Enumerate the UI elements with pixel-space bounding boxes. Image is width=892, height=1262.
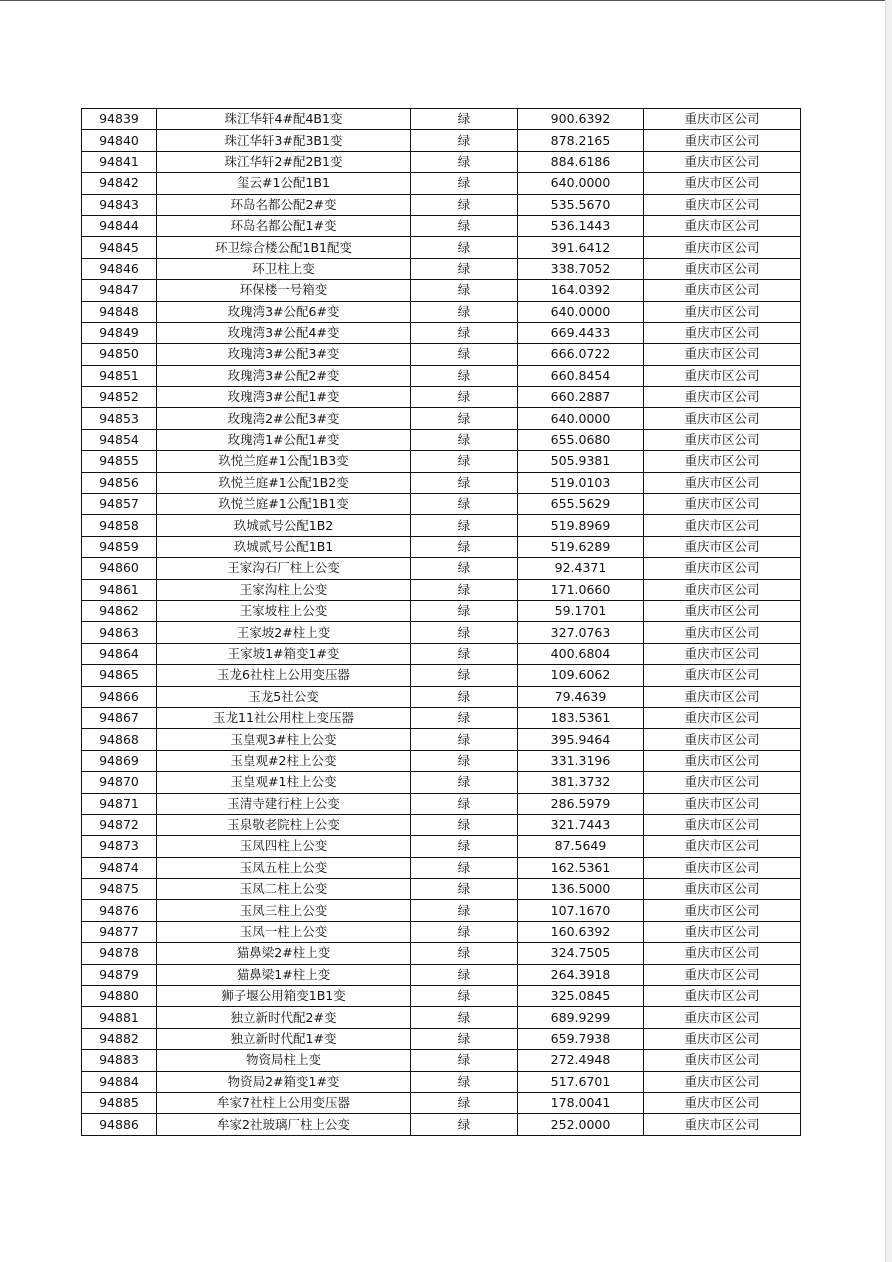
value-cell: 286.5979 (518, 793, 644, 814)
table-row (82, 921, 801, 942)
row-id-cell: 94863 (82, 622, 157, 643)
status-cell: 绿 (411, 1071, 518, 1092)
table-row (82, 943, 801, 964)
transformer-name-cell: 珠江华轩4#配4B1变 (157, 109, 411, 130)
status-cell: 绿 (411, 280, 518, 301)
status-cell: 绿 (411, 194, 518, 215)
row-id-cell: 94875 (82, 879, 157, 900)
table-row (82, 1050, 801, 1071)
table-row (82, 536, 801, 557)
table-row (82, 558, 801, 579)
transformer-name-cell: 玉龙6社柱上公用变压器 (157, 665, 411, 686)
company-cell: 重庆市区公司 (644, 1028, 801, 1049)
company-cell: 重庆市区公司 (644, 194, 801, 215)
table-row (82, 600, 801, 621)
transformer-name-cell: 环卫综合楼公配1B1配变 (157, 237, 411, 258)
status-cell: 绿 (411, 558, 518, 579)
table-row (82, 1114, 801, 1135)
company-cell: 重庆市区公司 (644, 707, 801, 728)
row-id-cell: 94878 (82, 943, 157, 964)
table-row (82, 429, 801, 450)
status-cell: 绿 (411, 151, 518, 172)
status-cell: 绿 (411, 1028, 518, 1049)
status-cell: 绿 (411, 772, 518, 793)
transformer-name-cell: 玖悦兰庭#1公配1B2变 (157, 472, 411, 493)
table-row (82, 836, 801, 857)
company-cell: 重庆市区公司 (644, 1092, 801, 1113)
row-id-cell: 94858 (82, 515, 157, 536)
table-row (82, 579, 801, 600)
value-cell: 900.6392 (518, 109, 644, 130)
status-cell: 绿 (411, 322, 518, 343)
status-cell: 绿 (411, 643, 518, 664)
table-row (82, 280, 801, 301)
status-cell: 绿 (411, 793, 518, 814)
row-id-cell: 94856 (82, 472, 157, 493)
value-cell: 878.2165 (518, 130, 644, 151)
table-row (82, 793, 801, 814)
company-cell: 重庆市区公司 (644, 643, 801, 664)
transformer-name-cell: 王家坡柱上公变 (157, 600, 411, 621)
table-row (82, 1007, 801, 1028)
table-row (82, 1028, 801, 1049)
value-cell: 107.1670 (518, 900, 644, 921)
status-cell: 绿 (411, 600, 518, 621)
table-row (82, 1071, 801, 1092)
company-cell: 重庆市区公司 (644, 964, 801, 985)
status-cell: 绿 (411, 515, 518, 536)
transformer-name-cell: 玫瑰湾1#公配1#变 (157, 429, 411, 450)
transformer-name-cell: 玺云#1公配1B1 (157, 173, 411, 194)
value-cell: 660.8454 (518, 365, 644, 386)
table-row (82, 643, 801, 664)
company-cell: 重庆市区公司 (644, 1114, 801, 1135)
value-cell: 59.1701 (518, 600, 644, 621)
table-row (82, 900, 801, 921)
table-row (82, 772, 801, 793)
company-cell: 重庆市区公司 (644, 472, 801, 493)
table-row (82, 408, 801, 429)
transformer-name-cell: 玖悦兰庭#1公配1B1变 (157, 494, 411, 515)
row-id-cell: 94847 (82, 280, 157, 301)
row-id-cell: 94855 (82, 451, 157, 472)
row-id-cell: 94859 (82, 536, 157, 557)
status-cell: 绿 (411, 451, 518, 472)
company-cell: 重庆市区公司 (644, 600, 801, 621)
row-id-cell: 94846 (82, 258, 157, 279)
transformer-name-cell: 玉龙11社公用柱上变压器 (157, 707, 411, 728)
company-cell: 重庆市区公司 (644, 451, 801, 472)
value-cell: 884.6186 (518, 151, 644, 172)
status-cell: 绿 (411, 814, 518, 835)
table-row (82, 344, 801, 365)
value-cell: 321.7443 (518, 814, 644, 835)
value-cell: 391.6412 (518, 237, 644, 258)
transformer-name-cell: 玖悦兰庭#1公配1B3变 (157, 451, 411, 472)
company-cell: 重庆市区公司 (644, 793, 801, 814)
row-id-cell: 94877 (82, 921, 157, 942)
value-cell: 325.0845 (518, 986, 644, 1007)
status-cell: 绿 (411, 536, 518, 557)
value-cell: 395.9464 (518, 729, 644, 750)
status-cell: 绿 (411, 494, 518, 515)
table-row (82, 964, 801, 985)
row-id-cell: 94839 (82, 109, 157, 130)
company-cell: 重庆市区公司 (644, 665, 801, 686)
table-row (82, 665, 801, 686)
table-row (82, 750, 801, 771)
row-id-cell: 94886 (82, 1114, 157, 1135)
status-cell: 绿 (411, 1007, 518, 1028)
row-id-cell: 94842 (82, 173, 157, 194)
row-id-cell: 94874 (82, 857, 157, 878)
value-cell: 92.4371 (518, 558, 644, 579)
value-cell: 164.0392 (518, 280, 644, 301)
transformer-name-cell: 王家沟石厂柱上公变 (157, 558, 411, 579)
row-id-cell: 94880 (82, 986, 157, 1007)
company-cell: 重庆市区公司 (644, 365, 801, 386)
table-row (82, 686, 801, 707)
row-id-cell: 94883 (82, 1050, 157, 1071)
value-cell: 338.7052 (518, 258, 644, 279)
value-cell: 519.6289 (518, 536, 644, 557)
table-row (82, 857, 801, 878)
status-cell: 绿 (411, 429, 518, 450)
table-row (82, 879, 801, 900)
status-cell: 绿 (411, 387, 518, 408)
value-cell: 659.7938 (518, 1028, 644, 1049)
row-id-cell: 94843 (82, 194, 157, 215)
value-cell: 640.0000 (518, 173, 644, 194)
transformer-name-cell: 王家坡2#柱上变 (157, 622, 411, 643)
transformer-name-cell: 环岛名都公配2#变 (157, 194, 411, 215)
table-row (82, 109, 801, 130)
transformer-name-cell: 环保楼一号箱变 (157, 280, 411, 301)
row-id-cell: 94865 (82, 665, 157, 686)
company-cell: 重庆市区公司 (644, 943, 801, 964)
value-cell: 109.6062 (518, 665, 644, 686)
company-cell: 重庆市区公司 (644, 280, 801, 301)
company-cell: 重庆市区公司 (644, 173, 801, 194)
row-id-cell: 94885 (82, 1092, 157, 1113)
transformer-name-cell: 玉凤四柱上公变 (157, 836, 411, 857)
company-cell: 重庆市区公司 (644, 387, 801, 408)
value-cell: 160.6392 (518, 921, 644, 942)
transformer-name-cell: 珠江华轩2#配2B1变 (157, 151, 411, 172)
row-id-cell: 94844 (82, 215, 157, 236)
company-cell: 重庆市区公司 (644, 1007, 801, 1028)
table-row (82, 151, 801, 172)
row-id-cell: 94862 (82, 600, 157, 621)
row-id-cell: 94882 (82, 1028, 157, 1049)
status-cell: 绿 (411, 1092, 518, 1113)
status-cell: 绿 (411, 408, 518, 429)
transformer-name-cell: 玉皇观#2柱上公变 (157, 750, 411, 771)
company-cell: 重庆市区公司 (644, 857, 801, 878)
status-cell: 绿 (411, 986, 518, 1007)
page-top-border (0, 0, 892, 1)
transformer-name-cell: 玉皇观3#柱上公变 (157, 729, 411, 750)
transformer-name-cell: 玉凤一柱上公变 (157, 921, 411, 942)
company-cell: 重庆市区公司 (644, 1071, 801, 1092)
company-cell: 重庆市区公司 (644, 322, 801, 343)
company-cell: 重庆市区公司 (644, 536, 801, 557)
table-row (82, 1092, 801, 1113)
value-cell: 660.2887 (518, 387, 644, 408)
company-cell: 重庆市区公司 (644, 879, 801, 900)
table-row (82, 472, 801, 493)
transformer-name-cell: 王家沟柱上公变 (157, 579, 411, 600)
company-cell: 重庆市区公司 (644, 408, 801, 429)
value-cell: 331.3196 (518, 750, 644, 771)
transformer-name-cell: 玉清寺建行柱上公变 (157, 793, 411, 814)
company-cell: 重庆市区公司 (644, 772, 801, 793)
row-id-cell: 94868 (82, 729, 157, 750)
status-cell: 绿 (411, 365, 518, 386)
status-cell: 绿 (411, 879, 518, 900)
table-body (82, 109, 801, 1136)
status-cell: 绿 (411, 237, 518, 258)
company-cell: 重庆市区公司 (644, 109, 801, 130)
transformer-name-cell: 玫瑰湾3#公配1#变 (157, 387, 411, 408)
value-cell: 162.5361 (518, 857, 644, 878)
status-cell: 绿 (411, 1114, 518, 1135)
table-row (82, 322, 801, 343)
table-row (82, 173, 801, 194)
transformer-name-cell: 玉泉敬老院柱上公变 (157, 814, 411, 835)
company-cell: 重庆市区公司 (644, 494, 801, 515)
row-id-cell: 94861 (82, 579, 157, 600)
transformer-name-cell: 独立新时代配2#变 (157, 1007, 411, 1028)
transformer-name-cell: 玫瑰湾3#公配3#变 (157, 344, 411, 365)
row-id-cell: 94884 (82, 1071, 157, 1092)
table-row (82, 451, 801, 472)
row-id-cell: 94872 (82, 814, 157, 835)
status-cell: 绿 (411, 707, 518, 728)
value-cell: 178.0041 (518, 1092, 644, 1113)
row-id-cell: 94848 (82, 301, 157, 322)
value-cell: 689.9299 (518, 1007, 644, 1028)
row-id-cell: 94871 (82, 793, 157, 814)
table-row (82, 365, 801, 386)
row-id-cell: 94866 (82, 686, 157, 707)
row-id-cell: 94857 (82, 494, 157, 515)
value-cell: 505.9381 (518, 451, 644, 472)
status-cell: 绿 (411, 857, 518, 878)
page-right-edge (885, 0, 892, 1262)
status-cell: 绿 (411, 472, 518, 493)
company-cell: 重庆市区公司 (644, 579, 801, 600)
status-cell: 绿 (411, 130, 518, 151)
value-cell: 655.5629 (518, 494, 644, 515)
table-row (82, 301, 801, 322)
value-cell: 327.0763 (518, 622, 644, 643)
transformer-name-cell: 猫鼻梁1#柱上变 (157, 964, 411, 985)
transformer-name-cell: 玉龙5社公变 (157, 686, 411, 707)
value-cell: 517.6701 (518, 1071, 644, 1092)
transformer-name-cell: 牟家7社柱上公用变压器 (157, 1092, 411, 1113)
company-cell: 重庆市区公司 (644, 558, 801, 579)
row-id-cell: 94873 (82, 836, 157, 857)
transformer-name-cell: 王家坡1#箱变1#变 (157, 643, 411, 664)
company-cell: 重庆市区公司 (644, 515, 801, 536)
value-cell: 381.3732 (518, 772, 644, 793)
table-row (82, 258, 801, 279)
row-id-cell: 94850 (82, 344, 157, 365)
value-cell: 87.5649 (518, 836, 644, 857)
table-row (82, 729, 801, 750)
value-cell: 79.4639 (518, 686, 644, 707)
company-cell: 重庆市区公司 (644, 130, 801, 151)
table-row (82, 237, 801, 258)
status-cell: 绿 (411, 836, 518, 857)
transformer-name-cell: 玉凤二柱上公变 (157, 879, 411, 900)
value-cell: 171.0660 (518, 579, 644, 600)
row-id-cell: 94841 (82, 151, 157, 172)
transformer-name-cell: 物资局2#箱变1#变 (157, 1071, 411, 1092)
status-cell: 绿 (411, 301, 518, 322)
row-id-cell: 94867 (82, 707, 157, 728)
value-cell: 183.5361 (518, 707, 644, 728)
value-cell: 535.5670 (518, 194, 644, 215)
transformer-name-cell: 玉凤三柱上公变 (157, 900, 411, 921)
status-cell: 绿 (411, 579, 518, 600)
transformer-name-cell: 狮子堰公用箱变1B1变 (157, 986, 411, 1007)
company-cell: 重庆市区公司 (644, 237, 801, 258)
row-id-cell: 94864 (82, 643, 157, 664)
status-cell: 绿 (411, 921, 518, 942)
row-id-cell: 94876 (82, 900, 157, 921)
company-cell: 重庆市区公司 (644, 429, 801, 450)
company-cell: 重庆市区公司 (644, 986, 801, 1007)
value-cell: 136.5000 (518, 879, 644, 900)
status-cell: 绿 (411, 665, 518, 686)
transformer-name-cell: 玉皇观#1柱上公变 (157, 772, 411, 793)
company-cell: 重庆市区公司 (644, 344, 801, 365)
transformer-name-cell: 玫瑰湾3#公配4#变 (157, 322, 411, 343)
company-cell: 重庆市区公司 (644, 258, 801, 279)
status-cell: 绿 (411, 964, 518, 985)
transformer-name-cell: 物资局柱上变 (157, 1050, 411, 1071)
company-cell: 重庆市区公司 (644, 836, 801, 857)
transformer-name-cell: 玉凤五柱上公变 (157, 857, 411, 878)
value-cell: 640.0000 (518, 301, 644, 322)
transformer-name-cell: 玫瑰湾3#公配2#变 (157, 365, 411, 386)
status-cell: 绿 (411, 215, 518, 236)
company-cell: 重庆市区公司 (644, 921, 801, 942)
table-row (82, 814, 801, 835)
value-cell: 272.4948 (518, 1050, 644, 1071)
row-id-cell: 94852 (82, 387, 157, 408)
status-cell: 绿 (411, 109, 518, 130)
status-cell: 绿 (411, 258, 518, 279)
value-cell: 252.0000 (518, 1114, 644, 1135)
status-cell: 绿 (411, 900, 518, 921)
row-id-cell: 94881 (82, 1007, 157, 1028)
transformer-name-cell: 牟家2社玻璃厂柱上公变 (157, 1114, 411, 1135)
status-cell: 绿 (411, 943, 518, 964)
company-cell: 重庆市区公司 (644, 729, 801, 750)
transformer-name-cell: 环卫柱上变 (157, 258, 411, 279)
value-cell: 324.7505 (518, 943, 644, 964)
status-cell: 绿 (411, 344, 518, 365)
status-cell: 绿 (411, 729, 518, 750)
transformer-name-cell: 环岛名都公配1#变 (157, 215, 411, 236)
value-cell: 519.8969 (518, 515, 644, 536)
transformer-name-cell: 玫瑰湾3#公配6#变 (157, 301, 411, 322)
value-cell: 640.0000 (518, 408, 644, 429)
value-cell: 655.0680 (518, 429, 644, 450)
row-id-cell: 94869 (82, 750, 157, 771)
table-row (82, 622, 801, 643)
row-id-cell: 94851 (82, 365, 157, 386)
transformer-name-cell: 珠江华轩3#配3B1变 (157, 130, 411, 151)
status-cell: 绿 (411, 686, 518, 707)
transformer-name-cell: 玖城贰号公配1B2 (157, 515, 411, 536)
transformer-name-cell: 玫瑰湾2#公配3#变 (157, 408, 411, 429)
row-id-cell: 94879 (82, 964, 157, 985)
transformer-name-cell: 玖城贰号公配1B1 (157, 536, 411, 557)
company-cell: 重庆市区公司 (644, 900, 801, 921)
table-row (82, 494, 801, 515)
row-id-cell: 94870 (82, 772, 157, 793)
row-id-cell: 94840 (82, 130, 157, 151)
company-cell: 重庆市区公司 (644, 1050, 801, 1071)
value-cell: 519.0103 (518, 472, 644, 493)
row-id-cell: 94854 (82, 429, 157, 450)
table-row (82, 986, 801, 1007)
value-cell: 536.1443 (518, 215, 644, 236)
company-cell: 重庆市区公司 (644, 622, 801, 643)
status-cell: 绿 (411, 1050, 518, 1071)
value-cell: 669.4433 (518, 322, 644, 343)
row-id-cell: 94853 (82, 408, 157, 429)
table-row (82, 130, 801, 151)
company-cell: 重庆市区公司 (644, 151, 801, 172)
status-cell: 绿 (411, 622, 518, 643)
transformer-name-cell: 独立新时代配1#变 (157, 1028, 411, 1049)
company-cell: 重庆市区公司 (644, 750, 801, 771)
company-cell: 重庆市区公司 (644, 215, 801, 236)
company-cell: 重庆市区公司 (644, 814, 801, 835)
transformer-table (81, 108, 801, 1136)
value-cell: 666.0722 (518, 344, 644, 365)
table-row (82, 707, 801, 728)
company-cell: 重庆市区公司 (644, 301, 801, 322)
table-row (82, 215, 801, 236)
value-cell: 264.3918 (518, 964, 644, 985)
value-cell: 400.6804 (518, 643, 644, 664)
transformer-name-cell: 猫鼻梁2#柱上变 (157, 943, 411, 964)
table-row (82, 194, 801, 215)
table-row (82, 387, 801, 408)
status-cell: 绿 (411, 173, 518, 194)
company-cell: 重庆市区公司 (644, 686, 801, 707)
row-id-cell: 94849 (82, 322, 157, 343)
table-row (82, 515, 801, 536)
row-id-cell: 94845 (82, 237, 157, 258)
row-id-cell: 94860 (82, 558, 157, 579)
status-cell: 绿 (411, 750, 518, 771)
